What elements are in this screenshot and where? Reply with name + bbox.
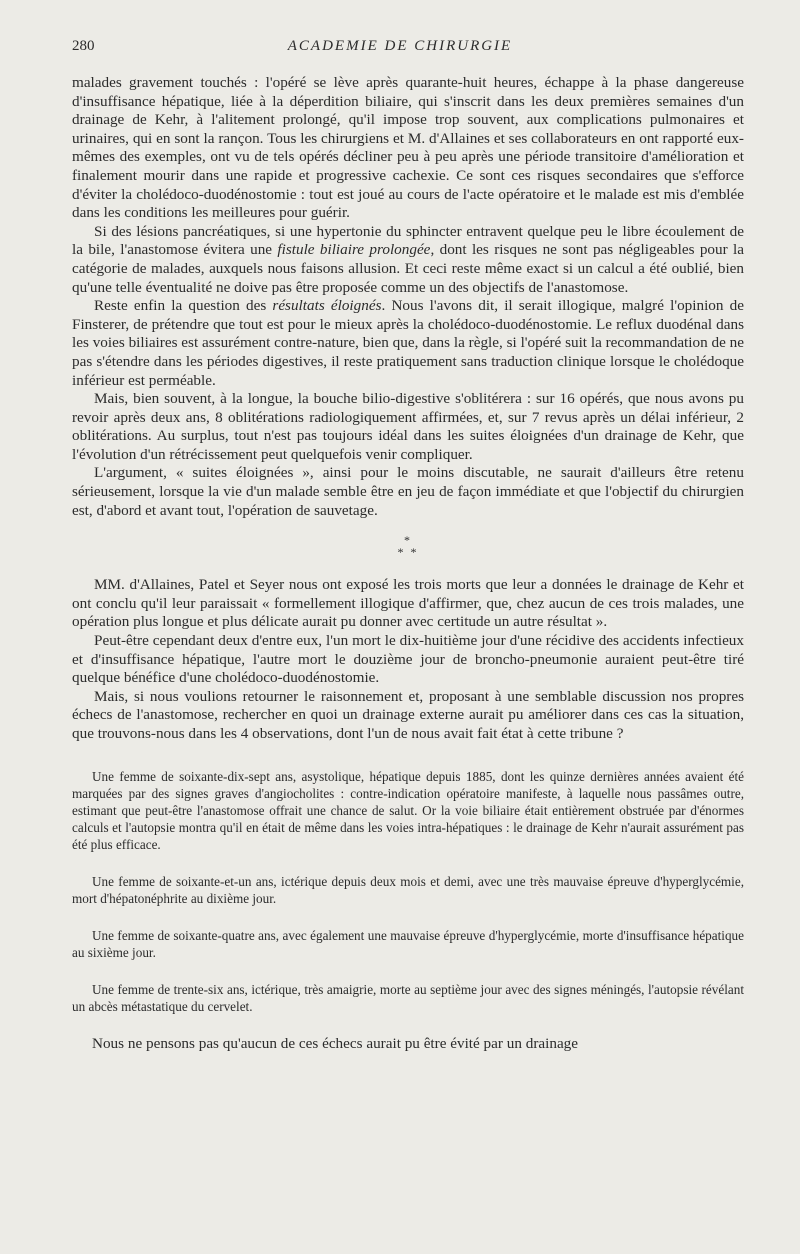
paragraph-2: Si des lésions pancréatiques, si une hypertonie du sphincter entravent quelque peu le libre écoulement de la bile, l'anastomose évitera une fistule biliaire prolongée, dont les risques ne sont pas négligeables pour la catégorie de malades, auxquels nous faisons allusion. Et ceci reste même exact si un calcul a été oublié, bien qu'une telle éventualité ne doive pas être proposée comme un des objectifs de l'anastomose. (72, 222, 744, 296)
paragraph-4: Mais, bien souvent, à la longue, la bouche bilio-digestive s'oblitérera : sur 16 opérés, que nous avons pu revoir après deux ans, 8 oblitérations radiologiquement affirmées, et, sur 7 revus après un délai inférieur, 2 oblitérations. Au surplus, tout n'est pas toujours idéal dans les suites éloignées d'un drainage de Kehr, que l'évolution d'un rétrécissement peut quelquefois venir compliquer. (72, 390, 744, 463)
paragraph-5: L'argument, « suites éloignées », ainsi pour le moins discutable, ne saurait d'ailleurs être retenu sérieusement, lorsque la vie d'un malade semble être en jeu de façon immédiate et que l'objectif du chirurgien est, d'abord et avant tout, l'opération de sauvetage. (72, 464, 744, 519)
page-header (72, 38, 728, 60)
page-body (72, 74, 744, 1053)
paragraph-3: Reste enfin la question des résultats éloignés. Nous l'avons dit, il serait illogique, malgré l'opinion de Finsterer, de prétendre que tout est pour le mieux après la cholédoco-duodénostomie. Le reflux duodénal dans les voies biliaires est assurément contre-nature, bien que, dans la règle, si l'opéré suit la recommandation de ne pas s'étendre dans les périodes digestives, il reste pratiquement sans traduction clinique lorsque le cholédoque inférieur est perméable. (72, 297, 744, 389)
paragraph-7: Peut-être cependant deux d'entre eux, l'un mort le dix-huitième jour d'une récidive des accidents infectieux et d'insuffisance hépatique, l'autre mort le douzième jour de broncho-pneumonie auraient peut-être tiré quelque bénéfice d'une cholédoco-duodénostomie. (72, 632, 744, 687)
emphasis-fistule: fistule biliaire prolongée (277, 241, 431, 259)
separator-bottom: * * (397, 545, 419, 560)
observation-2: Une femme de soixante-et-un ans, ictérique depuis deux mois et demi, avec une très mauvaise épreuve d'hyperglycémie, mort d'hépatonéphrite au dixième jour. (72, 873, 744, 906)
observations-list (72, 768, 744, 1015)
emphasis-resultats: résultats éloignés (272, 297, 382, 315)
observation-3: Une femme de soixante-quatre ans, avec également une mauvaise épreuve d'hyperglycémie, morte d'insuffisance hépatique au sixième jour. (72, 927, 744, 960)
section-separator (72, 534, 744, 558)
observation-4: Une femme de trente-six ans, ictérique, très amaigrie, morte au septième jour avec des signes méningés, l'autopsie révélant un abcès métastatique du cervelet. (72, 981, 744, 1014)
observation-1: Une femme de soixante-dix-sept ans, asystolique, hépatique depuis 1885, dont les quinze dernières années avaient été marquées par des signes graves d'angiocholites : contre-indication opératoire manifeste, à laquelle nous passâmes outre, estimant que peut-être l'anastomose offrait une chance de salut. Or la voie biliaire était entièrement obstruée par d'énormes calculs et l'autopsie montra qu'il en était de même dans les voies intra-hépatiques : le drainage de Kehr n'aurait assurément pas été plus efficace. (72, 768, 744, 852)
paragraph-1: malades gravement touchés : l'opéré se lève après quarante-huit heures, échappe à la phase dangereuse d'insuffisance hépatique, liée à la déperdition biliaire, qui s'inscrit dans les deux premières semaines d'un drainage de Kehr, à l'alitement prolongé, qu'il impose trop souvent, aux complications pulmonaires et urinaires, qui en sont la rançon. Tous les chirurgiens et M. d'Allaines et ses collaborateurs en ont rapporté eux-mêmes des exemples, ont vu de tels opérés décliner peu à peu après une période transitoire d'amélioration et finalement mourir dans une rapide et progressive cachexie. Ce sont ces risques secondaires que s'efforce d'éviter la cholédoco-duodénostomie : tout est joué au cours de l'acte opératoire et le malade est mis d'emblée dans les conditions les meilleures pour guérir. (72, 74, 744, 222)
page-number: 280 (72, 38, 95, 54)
paragraph-6: MM. d'Allaines, Patel et Seyer nous ont exposé les trois morts que leur a données le drainage de Kehr et ont conclu qu'il leur paraissait « formellement illogique d'affirmer, que, chez aucun de ces trois malades, une opération plus longue et plus délicate aurait pu donner avec certitude un autre résultat ». (72, 576, 744, 631)
paragraph-8: Mais, si nous voulions retourner le raisonnement et, proposant à une semblable discussion nos propres échecs de l'anastomose, rechercher en quoi un drainage externe aurait pu améliorer dans ces cas la situation, que trouvons-nous dans les 4 observations, dont l'un de nous avait fait état à cette tribune ? (72, 687, 744, 742)
separator-top: * (404, 533, 412, 548)
running-title: ACADEMIE DE CHIRURGIE (287, 38, 513, 54)
closing-paragraph: Nous ne pensons pas qu'aucun de ces échecs aurait pu être évité par un drainage (92, 1034, 579, 1052)
